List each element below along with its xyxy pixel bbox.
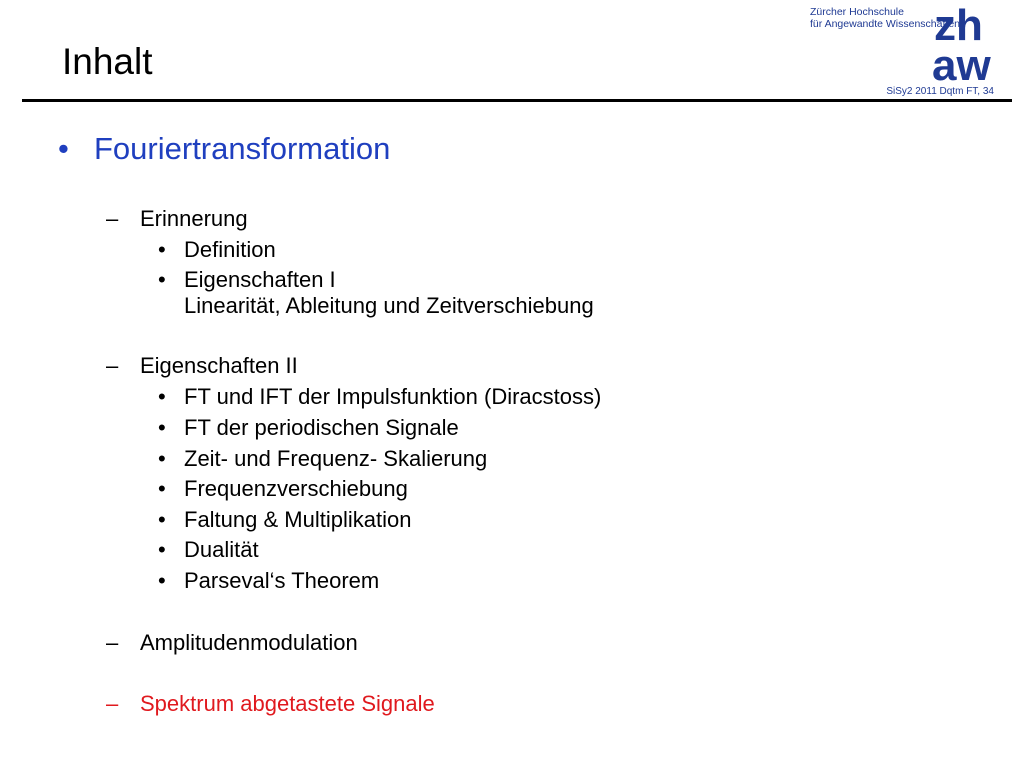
section-label: Amplitudenmodulation	[140, 630, 358, 655]
slide-title: Inhalt	[62, 41, 153, 82]
list-item-label: FT und IFT der Impulsfunktion (Diracstoss)	[184, 384, 602, 409]
list-item-label: Dualität	[184, 537, 259, 562]
bullet-marker: •	[58, 131, 69, 166]
dash-marker: –	[106, 353, 119, 378]
logo-text-top: zh	[934, 4, 983, 50]
list-item-label: Zeit- und Frequenz- Skalierung	[184, 446, 488, 471]
zhaw-logo	[930, 4, 1012, 84]
slide-reference: SiSy2 2011 Dqtm FT, 34	[886, 86, 994, 97]
title-divider	[22, 99, 1012, 102]
institution-line-1: Zürcher Hochschule	[810, 6, 904, 18]
list-item-label: Definition	[184, 237, 276, 262]
bullet-marker: •	[158, 537, 166, 562]
dash-marker: –	[106, 630, 119, 655]
section-label: Erinnerung	[140, 206, 248, 231]
bullet-marker: •	[158, 384, 166, 409]
main-topic-label: Fouriertransformation	[94, 131, 391, 166]
section-label-current: Spektrum abgetastete Signale	[140, 691, 435, 716]
bullet-marker: •	[158, 507, 166, 532]
list-item-label: Parseval‘s Theorem	[184, 568, 380, 593]
dash-marker: –	[106, 206, 119, 231]
bullet-marker: •	[158, 237, 166, 262]
list-item-label: FT der periodischen Signale	[184, 415, 459, 440]
list-item-label: Eigenschaften I	[184, 267, 336, 292]
bullet-marker: •	[158, 568, 166, 593]
list-item-label: Linearität, Ableitung und Zeitverschiebung	[184, 293, 594, 318]
dash-marker: –	[106, 691, 119, 716]
list-item-label: Faltung & Multiplikation	[184, 507, 412, 532]
logo-text-bottom: aw	[932, 41, 991, 84]
bullet-marker: •	[158, 476, 166, 501]
bullet-marker: •	[158, 415, 166, 440]
bullet-marker: •	[158, 446, 166, 471]
bullet-marker: •	[158, 267, 166, 292]
section-label: Eigenschaften II	[140, 353, 298, 378]
institution-line-2: für Angewandte Wissenschaften	[810, 18, 961, 30]
list-item-label: Frequenzverschiebung	[184, 476, 408, 501]
